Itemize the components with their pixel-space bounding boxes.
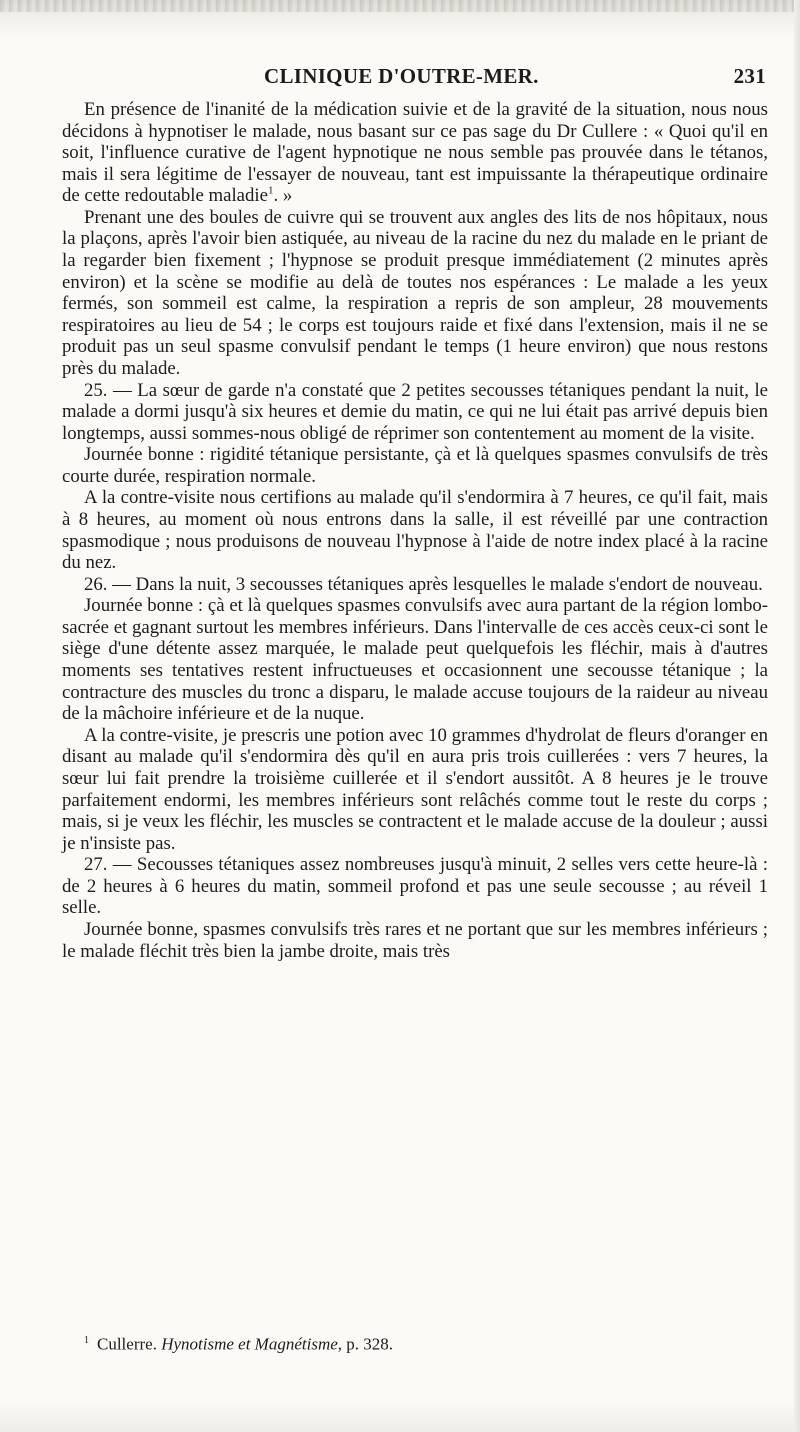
running-title: CLINIQUE D'OUTRE-MER. xyxy=(264,64,539,88)
footnote-page: , p. 328. xyxy=(337,1334,394,1354)
paragraph: Prenant une des boules de cuivre qui se trouvent aux angles des lits de nos hôpitaux, nous la plaçons, après l'avoir bien astiquée, au niveau de la racine du nez du malade en le priant de la regarder bien fixement ; l'hypnose se produit presque immédiatement (2 minutes après environ) et la scène se modifie au delà de toutes nos espérances : Le malade a les yeux fermés, son sommeil est calme, la respiration a repris de son ampleur, 28 mouvements respiratoires au lieu de 54 ; le corps est toujours raide et fixé dans l'extension, mais il ne se produit pas un seul spasme convulsif pendant le temps (1 heure environ) que nous restons près du malade. xyxy=(62,206,768,379)
paragraph: Journée bonne : rigidité tétanique persistante, çà et là quelques spasmes convulsifs de très courte durée, respiration normale. xyxy=(62,444,768,487)
footnote-author: Cullerre. xyxy=(97,1334,157,1354)
paragraph: A la contre-visite, je prescris une potion avec 10 grammes d'hydrolat de fleurs d'oranger en disant au malade qu'il s'endormira dès qu'il en aura pris trois cuillerées : vers 7 heures, la sœur lui fait prendre la troisième cuillerée et il s'endort aussitôt. A 8 heures je le trouve parfaitement endormi, les membres inférieurs sont relâchés comme tout le reste du corps ; mais, si je veux les fléchir, les muscles se contractent et le malade accuse de la douleur ; aussi je n'insiste pas. xyxy=(62,724,768,854)
page-number: 231 xyxy=(733,64,766,88)
footnote-marker: 1 xyxy=(84,1335,89,1346)
footnote xyxy=(84,1331,684,1355)
paragraph: Journée bonne : çà et là quelques spasmes convulsifs avec aura partant de la région lombo-sacrée et gagnant surtout les membres inférieurs. Dans l'intervalle de ces accès ceux-ci sont le siège d'une détente assez marquée, le malade peut quelquefois les fléchir, mais à d'autres moments ses tentatives restent infructueuses et occasionnent une secousse tétanique ; la contracture des muscles du tronc a disparu, le malade accuse toujours de la raideur au niveau de la mâchoire inférieure et de la nuque. xyxy=(62,595,768,725)
footnote-title: Hynotisme et Magnétisme xyxy=(161,1334,338,1354)
running-header xyxy=(66,64,766,94)
paragraph: 26. — Dans la nuit, 3 secousses tétaniques après lesquelles le malade s'endort de nouveau. xyxy=(84,573,763,595)
paragraph-text: En présence de l'inanité de la médication suivie et de la gravité de la situation, nous nous décidons à hypnotiser le malade, nous basant sur ce pas sage du Dr Cullere : « Quoi qu'il en soit, l'influence curative de l'agent hypnotique ne nous semble pas prouvée dans le tétanos, mais il sera légitime de l'essayer de nouveau, tant est impuissante la thérapeutique ordinaire de cette redoutable maladie xyxy=(62,99,768,207)
scan-edge-noise xyxy=(0,0,800,12)
paragraph: 27. — Secousses tétaniques assez nombreuses jusqu'à minuit, 2 selles vers cette heure-là : de 2 heures à 6 heures du matin, sommeil profond et pas une seule secousse ; au réveil 1 selle. xyxy=(62,854,768,919)
scan-right-edge xyxy=(794,0,800,1432)
paragraph: Journée bonne, spasmes convulsifs très rares et ne portant que sur les membres inférieurs ; le malade fléchit très bien la jambe droite, mais très xyxy=(62,918,768,962)
body-text xyxy=(62,99,768,962)
paragraph: 25. — La sœur de garde n'a constaté que 2 petites secousses tétaniques pendant la nuit, le malade a dormi jusqu'à six heures et demie du matin, ce qui ne lui était pas arrivé depuis bien longtemps, aussi sommes-nous obligé de réprimer son contentement au moment de la visite. xyxy=(62,379,768,444)
paragraph-tail: . » xyxy=(273,185,293,207)
paragraph: A la contre-visite nous certifions au malade qu'il s'endormira à 7 heures, ce qu'il fait, mais à 8 heures, au moment où nous entrons dans la salle, il est réveillé par une contraction spasmodique ; nous produisons de nouveau l'hypnose à l'aide de notre index placé à la racine du nez. xyxy=(62,487,768,574)
footnote-reference: 1 xyxy=(267,185,274,198)
paragraph xyxy=(62,99,768,207)
